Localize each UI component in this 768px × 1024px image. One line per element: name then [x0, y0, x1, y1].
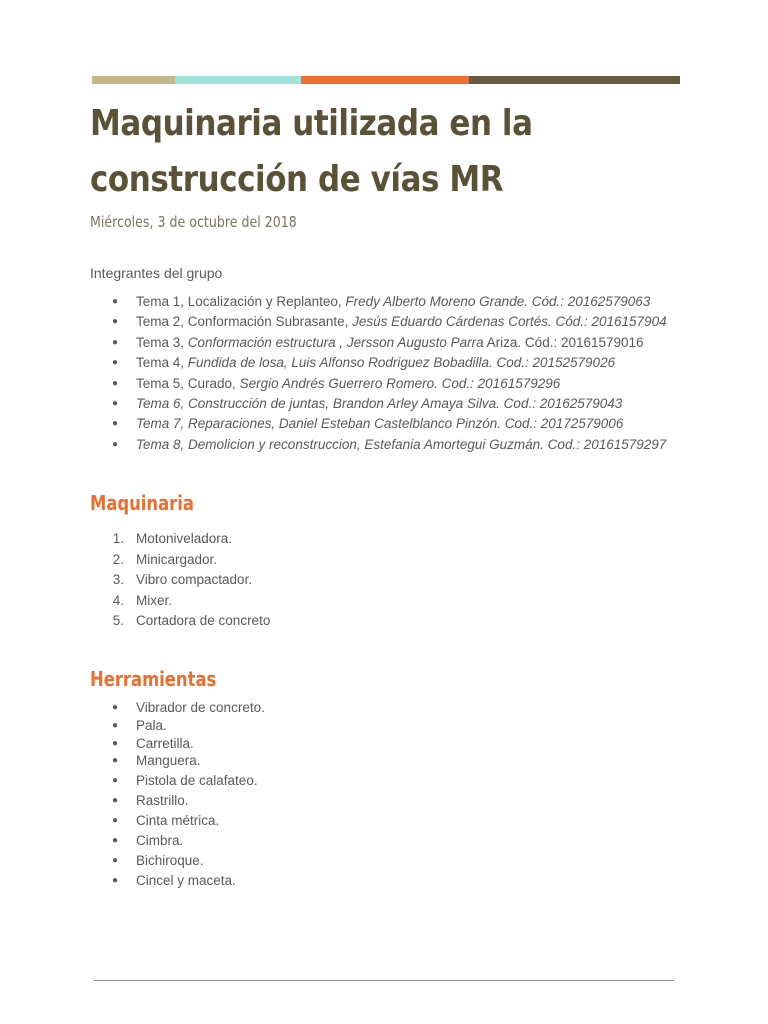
- list-item: [110, 292, 750, 312]
- machinery-heading: Maquinaria: [90, 491, 194, 515]
- machinery-list: [110, 529, 270, 632]
- member-name: Jesús Eduardo Cárdenas Cortés. Cód.: 2016157904: [352, 314, 667, 330]
- list-item: [110, 851, 265, 871]
- tools-heading: Herramientas: [90, 667, 217, 691]
- bullet-icon: ●: [112, 377, 119, 389]
- list-number: 5.: [112, 613, 124, 628]
- decorative-color-bar: [92, 76, 680, 84]
- list-number: 1.: [112, 531, 124, 546]
- member-name: Fredy Alberto Moreno Grande. Cód.: 20162579063: [345, 294, 651, 309]
- footer-divider: [94, 980, 674, 981]
- list-item: [110, 771, 265, 791]
- list-item: [110, 550, 270, 571]
- bullet-icon: ●: [112, 835, 119, 846]
- color-bar-segment-orange: [301, 76, 469, 84]
- tool-name: Manguera.: [136, 753, 201, 768]
- tool-name: Cinta métrica.: [136, 813, 220, 828]
- list-item: [110, 734, 265, 751]
- tool-name: Vibrador de concreto.: [136, 700, 265, 715]
- bullet-icon: ●: [112, 296, 119, 307]
- document-date: Miércoles, 3 de octubre del 2018: [90, 213, 297, 231]
- bullet-icon: ●: [112, 738, 119, 749]
- tool-name: Rastrillo.: [136, 793, 189, 808]
- list-item: [110, 591, 270, 612]
- list-number: 2.: [112, 551, 124, 567]
- tool-name: Pala.: [136, 718, 167, 733]
- tool-name: Cimbra.: [136, 833, 184, 848]
- group-members-list: [110, 292, 750, 455]
- member-name: Tema 7, Reparaciones, Daniel Esteban Castelblanco Pinzón. Cod.: 20172579006: [136, 416, 624, 432]
- machine-name: Motoniveladora.: [136, 531, 233, 546]
- member-topic: Tema 5, Curado,: [136, 375, 240, 391]
- list-item: [110, 698, 265, 716]
- tool-name: Bichiroque.: [136, 853, 204, 868]
- tool-name: Carretilla.: [136, 736, 194, 751]
- bullet-icon: ●: [112, 418, 119, 430]
- machine-name: Vibro compactador.: [136, 572, 253, 587]
- list-item: [110, 611, 270, 632]
- machine-name: Cortadora de concreto: [136, 613, 271, 628]
- list-item: [110, 353, 750, 373]
- member-topic: Tema 3,: [136, 334, 188, 350]
- list-item: [110, 716, 265, 734]
- list-item: [110, 831, 265, 851]
- list-item: [110, 570, 270, 591]
- member-topic: Tema 1, Localización y Replanteo,: [136, 294, 346, 309]
- tool-name: Cincel y maceta.: [136, 873, 236, 888]
- bullet-icon: ●: [112, 702, 119, 713]
- bullet-icon: ●: [112, 775, 119, 786]
- list-item: [110, 871, 265, 891]
- document-title-line-2: construcción de vías MR: [90, 159, 504, 200]
- member-topic: Tema 4,: [136, 355, 188, 371]
- list-item: [110, 811, 265, 831]
- color-bar-segment-brown: [469, 76, 680, 84]
- list-item: [110, 435, 750, 455]
- member-name: Sergio Andrés Guerrero Romero. Cod.: 20161579296: [239, 375, 561, 391]
- color-bar-segment-tan: [92, 76, 175, 84]
- member-name: Conformación estructura , Jersson Augusto Parra: [187, 334, 484, 350]
- list-item: [110, 751, 265, 771]
- list-item: [110, 791, 265, 811]
- bullet-icon: ●: [112, 875, 119, 886]
- member-name: Tema 6, Construcción de juntas, Brandon Arley Amaya Silva. Cod.: 20162579043: [136, 395, 623, 411]
- document-title-line-1: Maquinaria utilizada en la: [90, 103, 533, 144]
- machine-name: Mixer.: [136, 592, 173, 608]
- list-number: 3.: [112, 572, 124, 587]
- machine-name: Minicargador.: [136, 551, 218, 567]
- list-item: [110, 529, 270, 550]
- member-tail: Ariza. Cód.: 20161579016: [483, 334, 644, 350]
- bullet-icon: ●: [112, 720, 119, 731]
- bullet-icon: ●: [112, 795, 119, 806]
- document-title: [90, 96, 606, 208]
- tools-list: [110, 698, 265, 891]
- group-members-label: Integrantes del grupo: [90, 265, 223, 281]
- bullet-icon: ●: [112, 336, 119, 348]
- bullet-icon: ●: [112, 815, 119, 826]
- bullet-icon: ●: [112, 755, 119, 766]
- bullet-icon: ●: [112, 357, 119, 369]
- list-item: [110, 312, 750, 332]
- list-number: 4.: [112, 592, 124, 608]
- tool-name: Pistola de calafateo.: [136, 773, 258, 788]
- bullet-icon: ●: [112, 855, 119, 866]
- color-bar-segment-teal: [175, 76, 301, 84]
- member-name: Tema 8, Demolicion y reconstruccion, Estefania Amortegui Guzmán. Cod.: 20161579297: [136, 436, 667, 452]
- bullet-icon: ●: [112, 397, 119, 409]
- list-item: [110, 333, 750, 353]
- list-item: [110, 394, 750, 414]
- list-item: [110, 374, 750, 394]
- bullet-icon: ●: [112, 438, 119, 450]
- bullet-icon: ●: [112, 316, 119, 328]
- member-topic: Tema 2, Conformación Subrasante,: [136, 314, 353, 330]
- member-name: Fundida de losa, Luis Alfonso Rodriguez Bobadilla. Cod.: 20152579026: [187, 355, 616, 371]
- list-item: [110, 414, 750, 434]
